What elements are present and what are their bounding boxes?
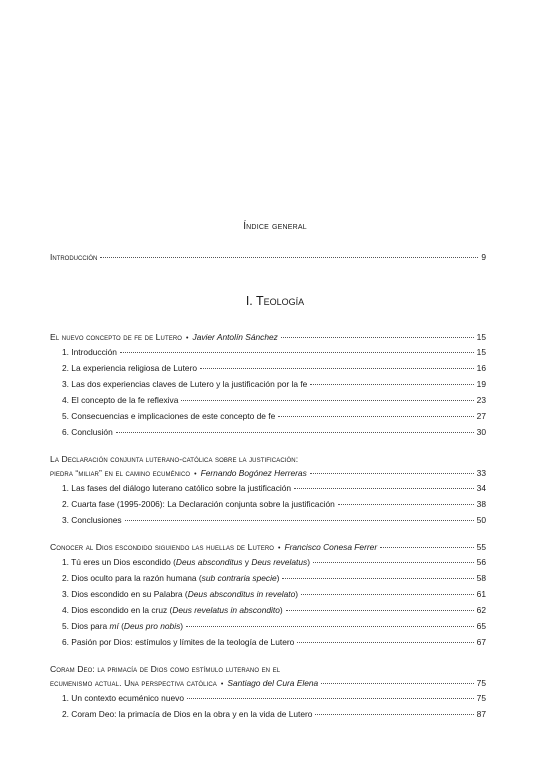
dot-leader (380, 547, 474, 548)
chapter-page: 55 (476, 542, 486, 552)
item-label: 2. Dios oculto para la razón humana (sub contraria specie) (62, 573, 280, 583)
chapter-author: Fernando Bogónez Herreras (200, 468, 307, 478)
bullet-separator: • (278, 545, 281, 552)
dot-leader (281, 337, 474, 338)
dot-leader (187, 698, 474, 699)
page-title: Índice general (243, 221, 307, 232)
item-page: 30 (476, 427, 486, 437)
item-label: 1. Tú eres un Dios escondido (Deus absconditus y Deus revelatus) (62, 557, 310, 567)
introduction-label: Introducción (50, 252, 98, 262)
item-page: 67 (476, 637, 486, 647)
chapter-entry (50, 330, 486, 440)
bullet-separator: • (194, 471, 197, 478)
item-page: 23 (476, 395, 486, 405)
toc-item[interactable] (50, 570, 486, 586)
chapter-entry (50, 452, 486, 528)
item-page: 16 (476, 363, 486, 373)
chapter-page: 33 (476, 468, 486, 478)
chapter-title: ecumenismo actual. Una perspectiva católica (50, 678, 217, 688)
dot-leader (310, 473, 474, 474)
dot-leader (120, 352, 474, 353)
toc-item[interactable] (50, 480, 486, 496)
dot-leader (100, 257, 478, 258)
chapter-title-line1: Coram Deo: la primacía de Dios como estímulo luterano en el (50, 664, 281, 674)
chapter-author: Francisco Conesa Ferrer (284, 542, 378, 552)
item-label: 2. Cuarta fase (1995-2006): La Declaración conjunta sobre la justificación (62, 499, 335, 509)
item-page: 50 (476, 515, 486, 525)
item-page: 27 (476, 411, 486, 421)
item-page: 65 (476, 621, 486, 631)
item-page: 62 (476, 605, 486, 615)
toc-item[interactable] (50, 512, 486, 528)
toc-item[interactable] (50, 392, 486, 408)
chapter-page: 15 (476, 332, 486, 342)
dot-leader (286, 610, 474, 611)
chapter-heading-row[interactable] (50, 540, 486, 554)
dot-leader (125, 520, 474, 521)
chapter-page: 75 (476, 678, 486, 688)
item-label: 5. Consecuencias e implicaciones de este concepto de fe (62, 411, 276, 421)
item-label: 4. Dios escondido en la cruz (Deus revelatus in abscondito) (62, 605, 283, 615)
chapter-heading-row[interactable] (50, 676, 486, 690)
chapter-entry (50, 662, 486, 722)
chapter-title: El nuevo concepto de fe de Lutero (50, 332, 183, 342)
item-label: 1. Un contexto ecuménico nuevo (62, 693, 184, 703)
toc-item[interactable] (50, 496, 486, 512)
dot-leader (338, 504, 474, 505)
dot-leader (294, 488, 474, 489)
item-page: 58 (476, 573, 486, 583)
dot-leader (186, 626, 474, 627)
item-label: 2. Coram Deo: la primacía de Dios en la obra y en la vida de Lutero (62, 709, 313, 719)
chapter-author: Javier Antolín Sánchez (192, 332, 278, 342)
item-page: 61 (476, 589, 486, 599)
item-label: 4. El concepto de la fe reflexiva (62, 395, 179, 405)
item-label: 1. Introducción (62, 347, 117, 357)
item-label: 5. Dios para mí (Deus pro nobis) (62, 621, 184, 631)
dot-leader (321, 683, 474, 684)
dot-leader (310, 384, 474, 385)
item-label: 6. Conclusión (62, 427, 113, 437)
chapter-entry (50, 540, 486, 650)
toc-item[interactable] (50, 408, 486, 424)
toc-item[interactable] (50, 344, 486, 360)
dot-leader (301, 594, 474, 595)
chapter-heading-row[interactable] (50, 330, 486, 344)
chapter-title-line1: La Declaración conjunta luterano-católica sobre la justificación: (50, 454, 299, 464)
dot-leader (200, 368, 474, 369)
toc-item[interactable] (50, 376, 486, 392)
item-page: 56 (476, 557, 486, 567)
toc-item[interactable] (50, 618, 486, 634)
introduction-page: 9 (481, 252, 486, 262)
dot-leader (297, 642, 474, 643)
chapter-title: piedra “miliar” en el camino ecuménico (50, 468, 191, 478)
item-label: 1. Las fases del diálogo luterano católico sobre la justificación (62, 483, 292, 493)
dot-leader (278, 416, 474, 417)
item-label: 3. Conclusiones (62, 515, 122, 525)
dot-leader (315, 714, 474, 715)
chapter-heading-line[interactable] (50, 452, 486, 466)
item-label: 3. Dios escondido en su Palabra (Deus absconditus in revelato) (62, 589, 299, 599)
item-label: 2. La experiencia religiosa de Lutero (62, 363, 198, 373)
toc-entry-introduction[interactable] (50, 252, 486, 266)
item-page: 38 (476, 499, 486, 509)
toc-item[interactable] (50, 586, 486, 602)
toc-item[interactable] (50, 706, 486, 722)
item-label: 3. Las dos experiencias claves de Lutero y la justificación por la fe (62, 379, 308, 389)
bullet-separator: • (186, 335, 189, 342)
dot-leader (313, 562, 474, 563)
toc-item[interactable] (50, 602, 486, 618)
chapter-heading-row[interactable] (50, 466, 486, 480)
chapter-author: Santiago del Cura Elena (227, 678, 319, 688)
toc-item[interactable] (50, 554, 486, 570)
toc-item[interactable] (50, 360, 486, 376)
item-page: 15 (476, 347, 486, 357)
item-label: 6. Pasión por Dios: estímulos y límites de la teología de Lutero (62, 637, 295, 647)
item-page: 87 (476, 709, 486, 719)
dot-leader (282, 578, 474, 579)
item-page: 19 (476, 379, 486, 389)
toc-item[interactable] (50, 424, 486, 440)
item-page: 75 (476, 693, 486, 703)
item-page: 34 (476, 483, 486, 493)
chapter-title: Conocer al Dios escondido siguiendo las huellas de Lutero (50, 542, 275, 552)
toc-item[interactable] (50, 690, 486, 706)
chapter-heading-line[interactable] (50, 662, 486, 676)
toc-item[interactable] (50, 634, 486, 650)
dot-leader (181, 400, 474, 401)
table-of-contents (50, 330, 486, 722)
section-title: I. Teología (245, 294, 305, 308)
bullet-separator: • (220, 681, 224, 688)
dot-leader (116, 432, 474, 433)
